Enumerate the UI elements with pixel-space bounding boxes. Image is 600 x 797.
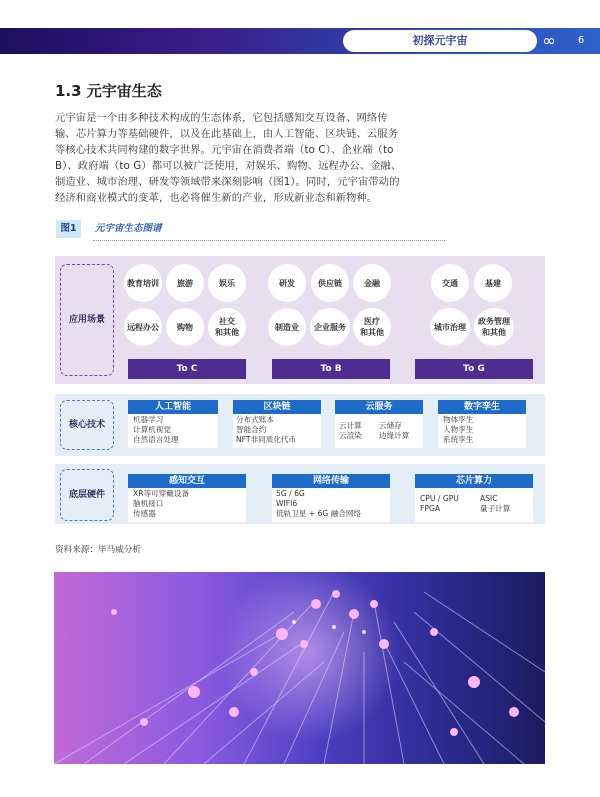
- card-item: WIFI6: [276, 499, 298, 508]
- bubble-tob: 金融: [353, 264, 391, 302]
- infinity-icon: ∞: [542, 31, 556, 50]
- figure-title-rule: [93, 240, 445, 241]
- segment-to-g: To G: [415, 359, 533, 379]
- bubble-toc: 购物: [166, 308, 204, 346]
- figure-title: 元宇宙生态图谱: [95, 223, 162, 234]
- core-card-blockchain: [233, 400, 321, 448]
- card-item: 计算机视觉: [133, 425, 171, 434]
- card-item: 人物孪生: [443, 425, 474, 434]
- card-item: FPGA: [420, 504, 441, 513]
- card-item: 边缘计算: [379, 431, 410, 440]
- bubble-tob: 制造业: [268, 308, 306, 346]
- card-item: 物体孪生: [443, 415, 474, 424]
- figure-tag: 图1: [56, 220, 81, 238]
- card-item: 机器学习: [133, 415, 164, 424]
- card-item: 分布式账本: [236, 415, 274, 424]
- bubble-tog: 城市治理: [430, 308, 470, 346]
- bubble-tob: 医疗 和其他: [353, 308, 391, 346]
- segment-to-c: To C: [128, 359, 246, 379]
- card-title: 云服务: [335, 400, 423, 414]
- segment-to-b: To B: [272, 359, 390, 379]
- core-card-ai: [128, 400, 218, 448]
- bubble-toc: 娱乐: [208, 264, 246, 302]
- core-card-cloud: [335, 400, 423, 448]
- card-item: 云计算: [339, 421, 362, 430]
- section-title: 1.3 元宇宙生态: [55, 82, 162, 100]
- card-item: CPU / GPU: [420, 494, 459, 503]
- card-item: 量子计算: [480, 504, 511, 513]
- core-card-digital-twin: [438, 400, 526, 448]
- bubble-tob: 企业服务: [310, 308, 350, 346]
- chapter-title: 初探元宇宙: [343, 30, 537, 52]
- card-item: ASIC: [480, 494, 498, 503]
- layer-label-core: 核心技术: [60, 400, 114, 450]
- card-item: 5G / 6G: [276, 489, 305, 498]
- layer-label-base: 底层硬件: [60, 469, 114, 521]
- card-title: 芯片算力: [415, 474, 533, 488]
- bubble-tog: 基建: [474, 264, 512, 302]
- card-title: 数字孪生: [438, 400, 526, 414]
- card-item: 云储存: [379, 421, 402, 430]
- fiber-optic-photo: [54, 572, 545, 764]
- fiber-optic-strands: [54, 572, 545, 764]
- card-item: 低轨卫星 + 6G 融合网络: [276, 509, 362, 518]
- bubble-toc: 教育培训: [124, 264, 162, 302]
- figure-source: 资料来源：毕马威分析: [55, 545, 141, 555]
- bubble-toc: 远程办公: [124, 308, 162, 346]
- base-card-network: [272, 474, 390, 522]
- card-item: XR等可穿戴设备: [133, 489, 190, 498]
- bubble-tog: 交通: [431, 264, 469, 302]
- layer-label-app: 应用场景: [60, 264, 114, 376]
- card-item: 云渲染: [339, 431, 362, 440]
- bubble-tob: 供应链: [311, 264, 349, 302]
- bubble-tog: 政务管理 和其他: [474, 308, 514, 346]
- card-title: 人工智能: [128, 400, 218, 414]
- card-item: 系统孪生: [443, 435, 474, 444]
- base-card-perception: [128, 474, 246, 522]
- card-item: 自然语言处理: [133, 435, 179, 444]
- card-item: 传感器: [133, 509, 156, 518]
- card-title: 网络传输: [272, 474, 390, 488]
- bubble-tob: 研发: [268, 264, 306, 302]
- base-card-chip: [415, 474, 533, 522]
- card-title: 感知交互: [128, 474, 246, 488]
- bubble-toc: 旅游: [166, 264, 204, 302]
- card-item: 智能合约: [236, 425, 267, 434]
- card-item: 脑机接口: [133, 499, 164, 508]
- card-title: 区块链: [233, 400, 321, 414]
- bubble-toc: 社交 和其他: [208, 308, 246, 346]
- section-paragraph: 元宇宙是一个由多种技术构成的生态体系，它包括感知交互设备、网络传输、芯片算力等基础硬件，以及在此基础上，由人工智能、区块链、云服务等核心技术共同构建的数字世界。元宇宙在消费者端（to C）、企业端（to B）、政府端（to G）都可以被广泛使用，对娱乐、购物、远程办公、金融、制造业、城市治理、研发等领域带来深刻影响（图1）。同时，元宇宙带动的经济和商业模式的变革，也必将催生新的产业，形成新业态和新物种。: [55, 112, 402, 204]
- page-number: 6: [577, 35, 585, 46]
- card-item: NFT非同质化代币: [236, 435, 297, 444]
